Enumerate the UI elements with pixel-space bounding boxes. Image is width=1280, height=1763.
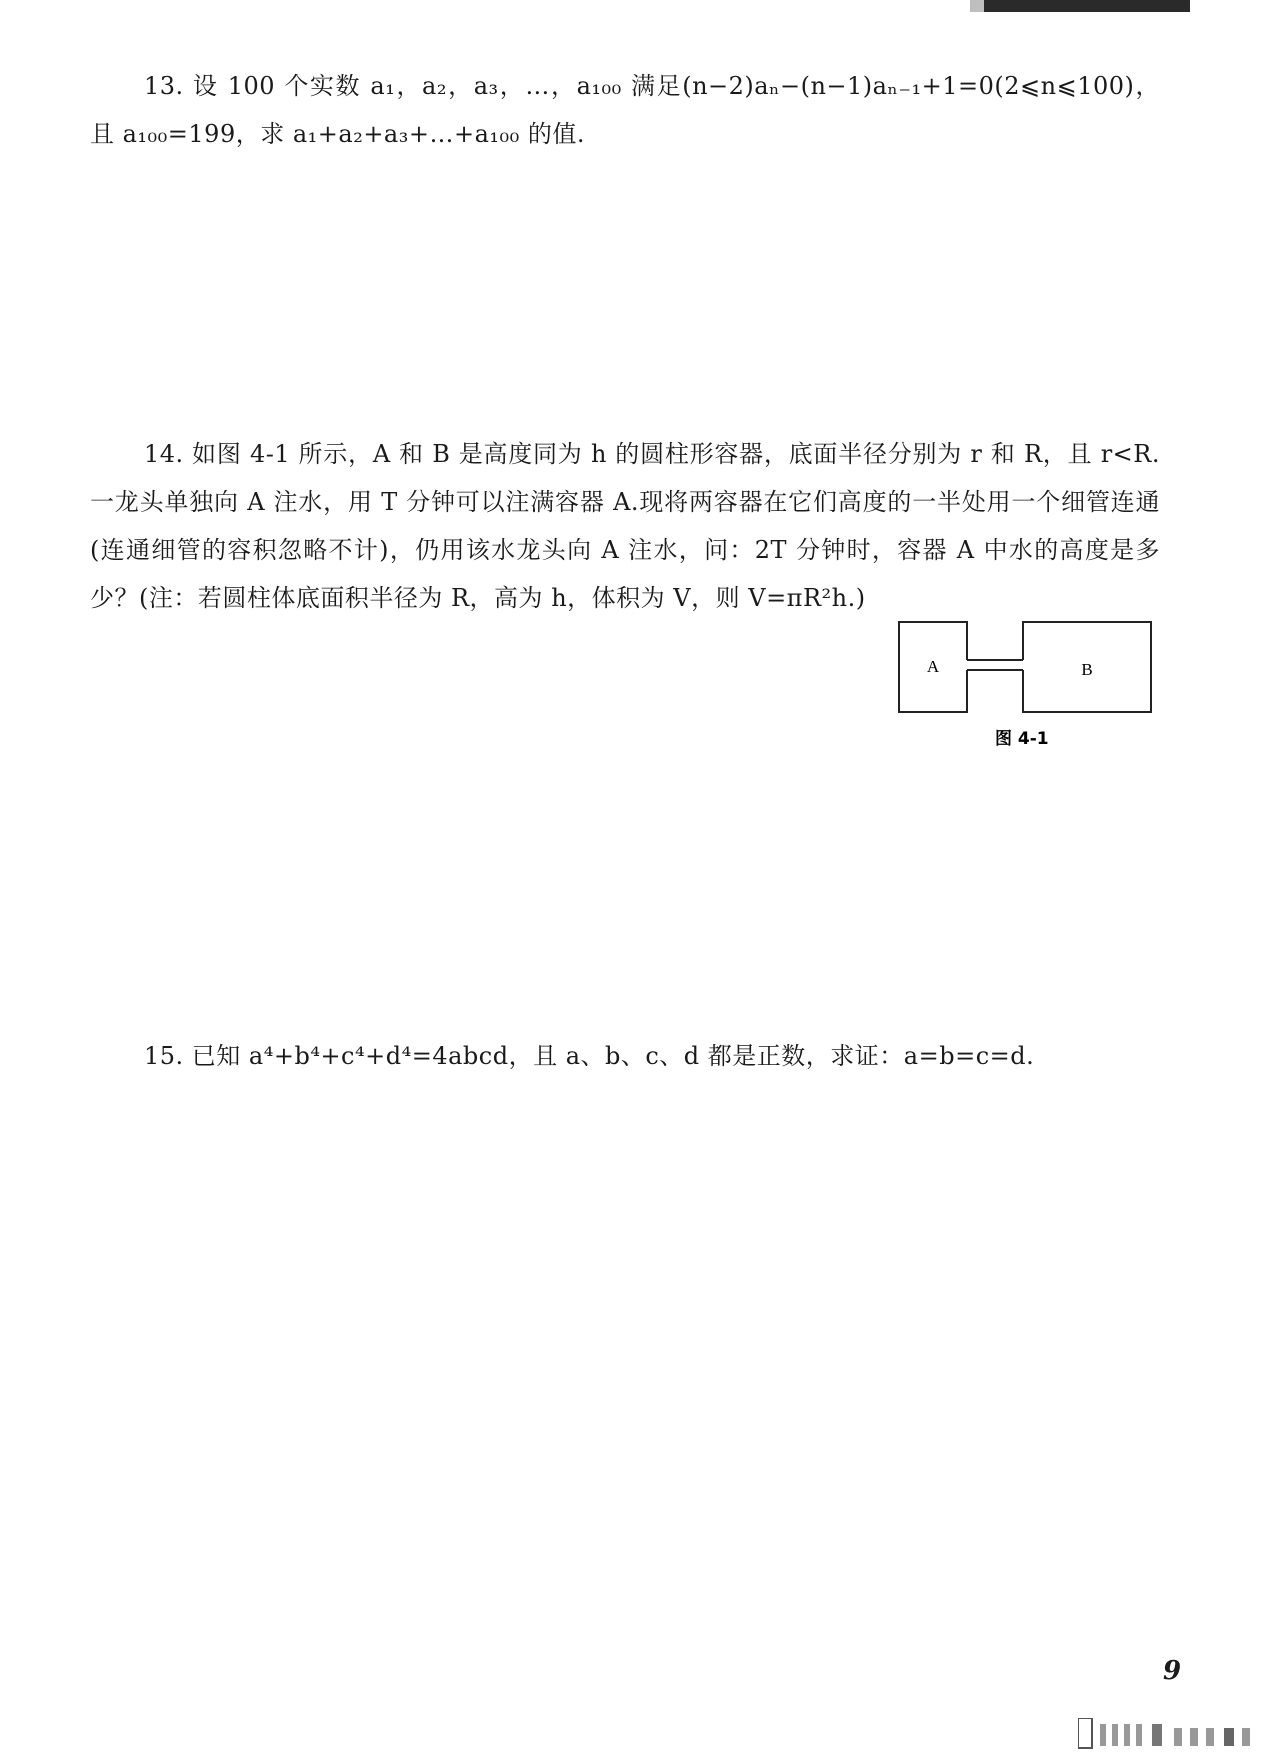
problem-13-text: 13. 设 100 个实数 a₁，a₂，a₃，…，a₁₀₀ 满足(n−2)aₙ−(n−1)aₙ₋₁+1=0(2⩽n⩽100)，且 a₁₀₀=199，求 a₁+a₂+a₃+…+a₁₀₀ 的值. [90, 72, 1160, 148]
container-b-label: B [1081, 660, 1093, 679]
page-number: 9 [1163, 1656, 1182, 1686]
edge-mark [1100, 1724, 1106, 1746]
edge-mark [1242, 1728, 1250, 1746]
header-decoration-bar [970, 0, 1190, 12]
figure-4-1 [895, 618, 1155, 758]
edge-mark [1190, 1728, 1198, 1746]
tube-gap [965, 660, 1025, 670]
edge-mark [1136, 1724, 1142, 1746]
edge-mark [1174, 1728, 1182, 1746]
edge-mark [1152, 1724, 1162, 1746]
edge-mark [1112, 1724, 1118, 1746]
problem-14-text: 14. 如图 4-1 所示，A 和 B 是高度同为 h 的圆柱形容器，底面半径分别为 r 和 R，且 r<R. 一龙头单独向 A 注水，用 T 分钟可以注满容器 A.现将两容器在它们高度的一半处用一个细管连通(连通细管的容积忽略不计)，仍用该水龙头向 A 注水，问：2T 分钟时，容器 A 中水的高度是多少？(注：若圆柱体底面积半径为 R，高为 h，体积为 V，则 V=πR²h.) [90, 440, 1160, 612]
bottom-edge-marks [1078, 1718, 1258, 1750]
edge-mark-box [1078, 1718, 1092, 1748]
container-a-label: A [926, 657, 940, 676]
figure-caption: 图 4-1 [995, 729, 1049, 749]
problem-13 [90, 62, 1160, 158]
problem-15 [90, 1032, 1160, 1080]
problem-14 [90, 430, 1160, 622]
edge-mark [1124, 1724, 1130, 1746]
edge-mark [1206, 1728, 1214, 1746]
container-diagram [895, 618, 1155, 758]
problem-15-text: 15. 已知 a⁴+b⁴+c⁴+d⁴=4abcd，且 a、b、c、d 都是正数，求证：a=b=c=d. [144, 1042, 1035, 1070]
edge-mark [1224, 1728, 1234, 1746]
